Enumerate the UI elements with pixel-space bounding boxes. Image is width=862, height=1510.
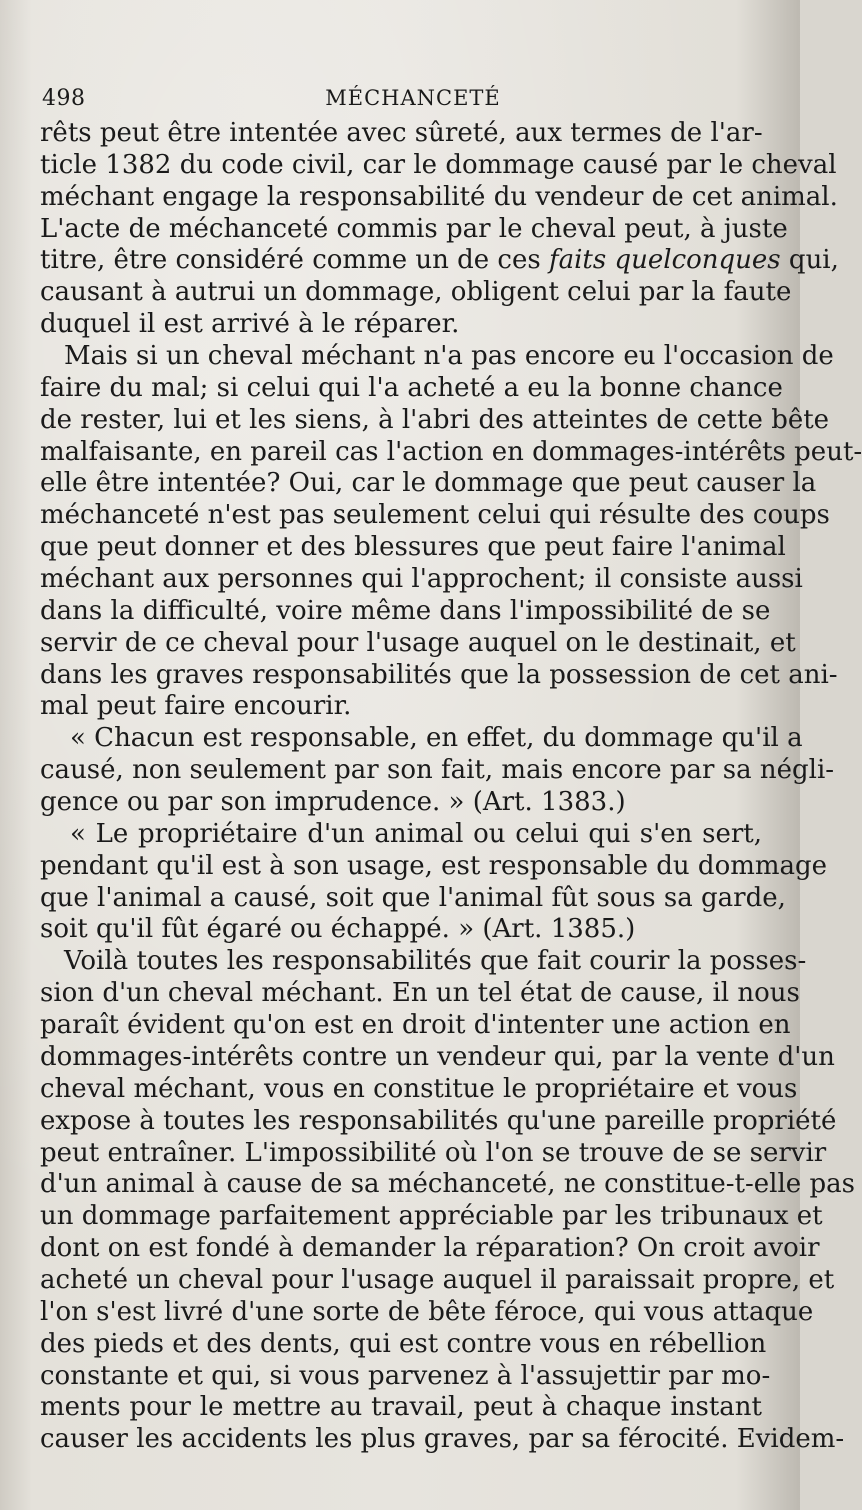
text-line: faire du mal; si celui qui l'a acheté a eu la bonne chance — [40, 372, 783, 403]
text-line: gence ou par son imprudence. » (Art. 1383.) — [40, 787, 626, 818]
text-line: peut entraîner. L'impossibilité où l'on se trouve de se servir — [40, 1137, 827, 1168]
text-line: « Le propriétaire d'un animal ou celui qui s'en sert, — [70, 818, 762, 849]
text-line: l'on s'est livré d'une sorte de bête féroce, qui vous attaque — [40, 1296, 814, 1327]
running-title: MÉCHANCETÉ — [325, 86, 501, 110]
page-number: 498 — [42, 86, 86, 111]
text-line: un dommage parfaitement appréciable par les tribunaux et — [40, 1201, 823, 1232]
text-line — [40, 245, 839, 277]
page-header — [40, 82, 760, 118]
text-line: rêts peut être intentée avec sûreté, aux termes de l'ar- — [40, 118, 763, 148]
text-line: des pieds et des dents, qui est contre vous en rébellion — [40, 1328, 767, 1359]
text-line: de rester, lui et les siens, à l'abri des atteintes de cette bête — [40, 404, 830, 435]
text-segment: qui, — [780, 245, 839, 276]
text-line: paraît évident qu'on est en droit d'intenter une action en — [40, 1010, 791, 1041]
text-line: dans les graves responsabilités que la possession de cet ani- — [40, 659, 838, 690]
text-line: soit qu'il fût égaré ou échappé. » (Art. 1385.) — [40, 914, 636, 945]
text-line: Mais si un cheval méchant n'a pas encore eu l'occasion de — [64, 341, 834, 372]
text-line: dans la difficulté, voire même dans l'impossibilité de se — [40, 595, 771, 626]
text-line: mal peut faire encourir. — [40, 691, 352, 722]
text-line: expose à toutes les responsabilités qu'une pareille propriété — [40, 1105, 837, 1136]
text-line: causant à autrui un dommage, obligent celui par la faute — [40, 277, 792, 308]
text-line: « Chacun est responsable, en effet, du dommage qu'il a — [70, 723, 803, 754]
text-line: pendant qu'il est à son usage, est responsable du dommage — [40, 850, 828, 881]
text-line: ments pour le mettre au travail, peut à chaque instant — [40, 1392, 762, 1423]
text-line: dommages-intérêts contre un vendeur qui, par la vente d'un — [40, 1041, 835, 1072]
text-line: cheval méchant, vous en constitue le propriétaire et vous — [40, 1073, 798, 1104]
text-line: dont on est fondé à demander la réparation? On croit avoir — [40, 1233, 820, 1264]
text-line: causé, non seulement par son fait, mais encore par sa négli- — [40, 755, 835, 786]
text-segment: titre, être considéré comme un de ces — [40, 245, 549, 276]
text-line: causer les accidents les plus graves, par sa férocité. Evidem- — [40, 1424, 845, 1455]
text-line: servir de ce cheval pour l'usage auquel on le destinait, et — [40, 627, 796, 658]
text-line: Voilà toutes les responsabilités que fait courir la posses- — [64, 946, 807, 977]
text-line: méchant aux personnes qui l'approchent; il consiste aussi — [40, 564, 803, 595]
text-line: malfaisante, en pareil cas l'action en dommages-intérêts peut- — [40, 436, 862, 467]
text-line: duquel il est arrivé à le réparer. — [40, 309, 460, 340]
text-line: sion d'un cheval méchant. En un tel état de cause, il nous — [40, 978, 800, 1009]
text-line: acheté un cheval pour l'usage auquel il paraissait propre, et — [40, 1264, 835, 1295]
body-text — [40, 118, 862, 1456]
text-line: L'acte de méchanceté commis par le cheval peut, à juste — [40, 213, 788, 244]
text-line: ticle 1382 du code civil, car le dommage causé par le cheval — [40, 149, 837, 180]
italic-phrase: faits quelconques — [548, 245, 781, 276]
text-line: constante et qui, si vous parvenez à l'assujettir par mo- — [40, 1360, 771, 1391]
text-line: que peut donner et des blessures que peut faire l'animal — [40, 532, 786, 563]
text-line: elle être intentée? Oui, car le dommage que peut causer la — [40, 468, 817, 499]
text-line: méchanceté n'est pas seulement celui qui résulte des coups — [40, 500, 830, 531]
text-line: méchant engage la responsabilité du vendeur de cet animal. — [40, 181, 838, 212]
text-line: d'un animal à cause de sa méchanceté, ne constitue-t-elle pas — [40, 1169, 855, 1200]
text-line: que l'animal a causé, soit que l'animal fût sous sa garde, — [40, 882, 786, 913]
